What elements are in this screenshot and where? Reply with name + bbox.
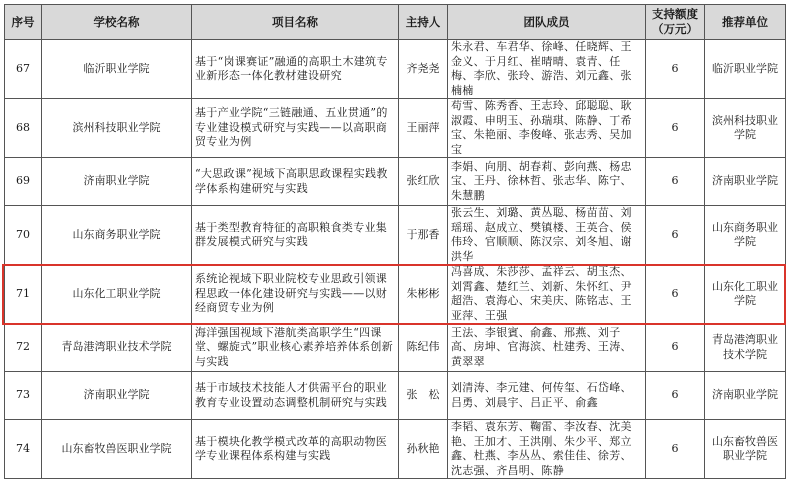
cell-project: 基于模块化教学模式改革的高职动物医学专业课程体系构建与实践 (192, 420, 399, 479)
cell-host: 张 松 (399, 372, 448, 420)
cell-host: 王丽萍 (399, 99, 448, 158)
cell-host: 陈纪伟 (399, 324, 448, 372)
cell-recommender: 青岛港湾职业技术学院 (705, 324, 786, 372)
cell-amount: 6 (646, 420, 705, 479)
cell-team: 张云生、刘璐、黄丛聪、杨苗苗、刘瑶瑶、赵成立、樊镇楼、王英合、侯伟玲、官顺顺、陈汉宗、刘冬旭、谢洪华 (448, 206, 646, 265)
table-header-row (5, 5, 786, 40)
header-school: 学校名称 (42, 5, 192, 40)
cell-project: 基于产业学院“三链融通、五业贯通”的专业建设模式研究与实践——以高职商贸专业为例 (192, 99, 399, 158)
table-row (5, 420, 786, 479)
cell-amount: 6 (646, 99, 705, 158)
cell-seq: 71 (5, 265, 42, 324)
cell-team: 冯喜成、朱莎莎、孟祥云、胡玉杰、刘霄鑫、楚红兰、刘新、朱怀红、尹超浩、袁海心、宋美庆、陈铭志、王亚萍、王强 (448, 265, 646, 324)
table-row (5, 265, 786, 324)
header-seq: 序号 (5, 5, 42, 40)
cell-host: 张红欣 (399, 158, 448, 206)
table-row (5, 40, 786, 99)
cell-seq: 73 (5, 372, 42, 420)
table-row (5, 372, 786, 420)
table-row (5, 158, 786, 206)
cell-seq: 74 (5, 420, 42, 479)
cell-seq: 70 (5, 206, 42, 265)
cell-team: 李韬、袁东芳、鞠雷、李汝春、沈美艳、王加才、王洪刚、朱少平、郑立鑫、杜燕、李丛丛、索佳佳、徐芳、沈志强、齐昌明、陈静 (448, 420, 646, 479)
cell-seq: 72 (5, 324, 42, 372)
cell-host: 齐尧尧 (399, 40, 448, 99)
funding-table (4, 4, 786, 479)
cell-host: 孙秋艳 (399, 420, 448, 479)
cell-amount: 6 (646, 40, 705, 99)
cell-amount: 6 (646, 265, 705, 324)
cell-school: 临沂职业学院 (42, 40, 192, 99)
cell-project: 海洋强国视域下港航类高职学生“四课堂、螺旋式”职业核心素养培养体系创新与实践 (192, 324, 399, 372)
cell-recommender: 济南职业学院 (705, 158, 786, 206)
cell-seq: 68 (5, 99, 42, 158)
cell-project: 基于市域技术技能人才供需平台的职业教育专业设置动态调整机制研究与实践 (192, 372, 399, 420)
cell-project: 基于类型教育特征的高职粮食类专业集群发展模式研究与实践 (192, 206, 399, 265)
cell-recommender: 山东商务职业学院 (705, 206, 786, 265)
funding-table-wrapper (4, 4, 785, 479)
cell-project: “大思政课”视域下高职思政课程实践教学体系构建研究与实践 (192, 158, 399, 206)
cell-recommender: 滨州科技职业学院 (705, 99, 786, 158)
cell-project: 系统论视域下职业院校专业思政引领课程思政一体化建设研究与实践——以财经商贸专业为例 (192, 265, 399, 324)
table-row (5, 324, 786, 372)
cell-school: 山东畜牧兽医职业学院 (42, 420, 192, 479)
cell-school: 济南职业学院 (42, 158, 192, 206)
cell-school: 济南职业学院 (42, 372, 192, 420)
cell-recommender: 山东畜牧兽医职业学院 (705, 420, 786, 479)
header-host: 主持人 (399, 5, 448, 40)
cell-recommender: 临沂职业学院 (705, 40, 786, 99)
cell-seq: 67 (5, 40, 42, 99)
header-amount-line2: （万元） (652, 22, 698, 36)
cell-amount: 6 (646, 372, 705, 420)
cell-team: 李娟、向朋、胡春莉、彭向燕、杨忠宝、王丹、徐林哲、张志华、陈宁、朱慧鹏 (448, 158, 646, 206)
table-row (5, 99, 786, 158)
cell-project: 基于“岗课赛证”融通的高职土木建筑专业新形态一体化教材建设研究 (192, 40, 399, 99)
header-amount-line1: 支持额度 (652, 7, 698, 21)
header-project: 项目名称 (192, 5, 399, 40)
table-body (5, 40, 786, 479)
header-team: 团队成员 (448, 5, 646, 40)
cell-team: 刘清涛、李元建、何传玺、石岱峰、吕勇、刘晨宇、吕正平、俞鑫 (448, 372, 646, 420)
cell-amount: 6 (646, 206, 705, 265)
cell-recommender: 济南职业学院 (705, 372, 786, 420)
cell-school: 滨州科技职业学院 (42, 99, 192, 158)
cell-school: 山东商务职业学院 (42, 206, 192, 265)
cell-seq: 69 (5, 158, 42, 206)
header-amount (646, 5, 705, 40)
cell-team: 朱永君、车君华、徐峰、任晓辉、王金义、于月红、崔晴晴、袁青、任梅、李欣、张玲、游浩、刘元鑫、张楠楠 (448, 40, 646, 99)
cell-school: 山东化工职业学院 (42, 265, 192, 324)
cell-team: 苟雪、陈秀香、王志玲、邱聪聪、耿淑霞、申明玉、孙瑞琪、陈静、丁希宝、朱艳丽、李俊峰、张志秀、吴加宝 (448, 99, 646, 158)
cell-amount: 6 (646, 324, 705, 372)
header-recommender: 推荐单位 (705, 5, 786, 40)
table-row (5, 206, 786, 265)
cell-school: 青岛港湾职业技术学院 (42, 324, 192, 372)
cell-recommender: 山东化工职业学院 (705, 265, 786, 324)
cell-amount: 6 (646, 158, 705, 206)
cell-team: 王法、李银賓、俞鑫、邢燕、刘子高、房坤、官海滨、杜建秀、王涛、黄翠翠 (448, 324, 646, 372)
cell-host: 于那香 (399, 206, 448, 265)
cell-host: 朱彬彬 (399, 265, 448, 324)
